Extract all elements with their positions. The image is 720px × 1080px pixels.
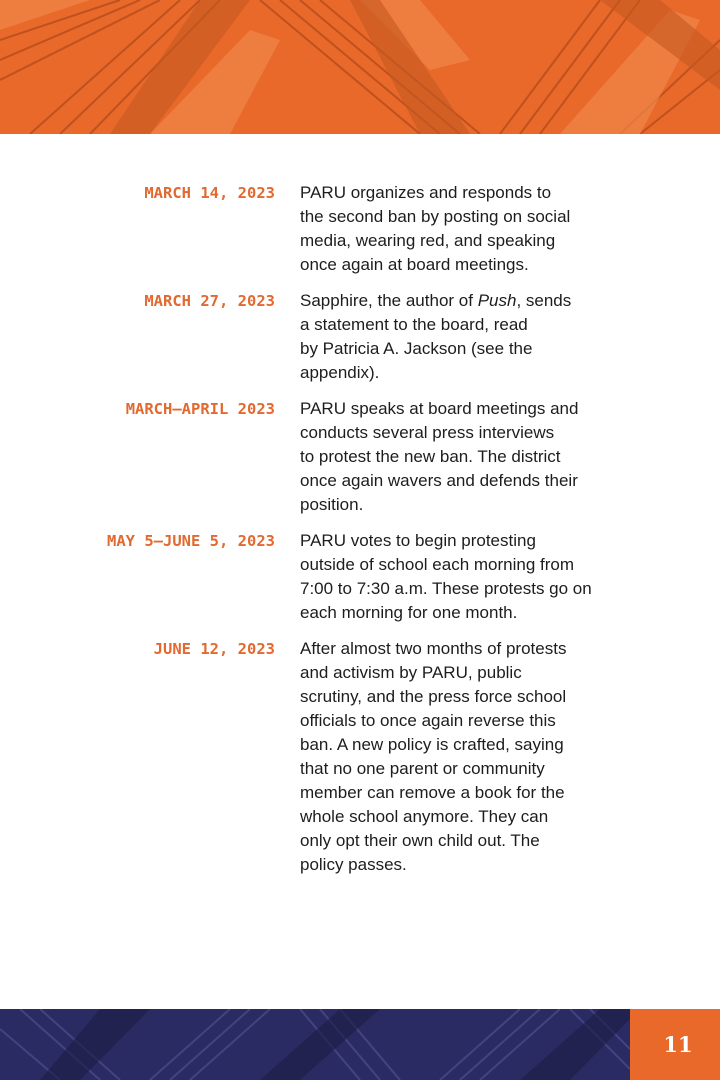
description-line: each morning for one month. bbox=[300, 603, 518, 622]
timeline-description bbox=[300, 289, 635, 385]
timeline-date: MARCH 27, 2023 bbox=[144, 292, 275, 310]
timeline-description bbox=[300, 529, 635, 625]
timeline-date: MAY 5–JUNE 5, 2023 bbox=[107, 532, 275, 550]
bottom-decorative-banner bbox=[0, 1009, 630, 1080]
timeline-entry bbox=[0, 181, 720, 277]
description-line: position. bbox=[300, 495, 364, 514]
top-decorative-banner bbox=[0, 0, 720, 134]
description-line: media, wearing red, and speaking bbox=[300, 231, 556, 250]
timeline-date: MARCH–APRIL 2023 bbox=[125, 400, 275, 418]
description-line: officials to once again reverse this bbox=[300, 711, 556, 730]
timeline-entry bbox=[0, 637, 720, 877]
description-line: member can remove a book for the bbox=[300, 783, 565, 802]
description-line: a statement to the board, read bbox=[300, 315, 528, 334]
timeline-entry bbox=[0, 529, 720, 625]
timeline-description bbox=[300, 181, 635, 277]
book-pages-illustration bbox=[0, 0, 720, 134]
description-line: by Patricia A. Jackson (see the bbox=[300, 339, 533, 358]
description-line: policy passes. bbox=[300, 855, 407, 874]
description-line: 7:00 to 7:30 a.m. These protests go on bbox=[300, 579, 592, 598]
description-line: scrutiny, and the press force school bbox=[300, 687, 567, 706]
description-line: PARU organizes and responds to bbox=[300, 183, 552, 202]
book-pages-illustration bbox=[0, 1009, 630, 1080]
description-line: After almost two months of protests bbox=[300, 639, 567, 658]
timeline-date: MARCH 14, 2023 bbox=[144, 184, 275, 202]
description-line: outside of school each morning from bbox=[300, 555, 575, 574]
description-line: PARU speaks at board meetings and bbox=[300, 399, 579, 418]
book-title: Push bbox=[477, 291, 517, 310]
description-line: ban. A new policy is crafted, saying bbox=[300, 735, 564, 754]
description-line: once again wavers and defends their bbox=[300, 471, 578, 490]
description-line: that no one parent or community bbox=[300, 759, 545, 778]
timeline-date: JUNE 12, 2023 bbox=[153, 640, 275, 658]
description-line: PARU votes to begin protesting bbox=[300, 531, 536, 550]
timeline bbox=[0, 181, 720, 889]
page-number: 11 bbox=[663, 1032, 693, 1057]
description-line: appendix). bbox=[300, 363, 380, 382]
description-line: the second ban by posting on social bbox=[300, 207, 571, 226]
timeline-description bbox=[300, 637, 635, 877]
page-number-box bbox=[630, 1009, 720, 1080]
description-fragment: , sends bbox=[516, 291, 572, 310]
description-line: whole school anymore. They can bbox=[300, 807, 549, 826]
timeline-description bbox=[300, 397, 635, 517]
timeline-entry bbox=[0, 397, 720, 517]
description-fragment: Sapphire, the author of bbox=[300, 291, 478, 310]
description-line bbox=[300, 289, 635, 313]
description-line: conducts several press interviews bbox=[300, 423, 555, 442]
description-line: to protest the new ban. The district bbox=[300, 447, 561, 466]
timeline-entry bbox=[0, 289, 720, 385]
description-line: only opt their own child out. The bbox=[300, 831, 540, 850]
description-line: once again at board meetings. bbox=[300, 255, 529, 274]
description-line: and activism by PARU, public bbox=[300, 663, 522, 682]
